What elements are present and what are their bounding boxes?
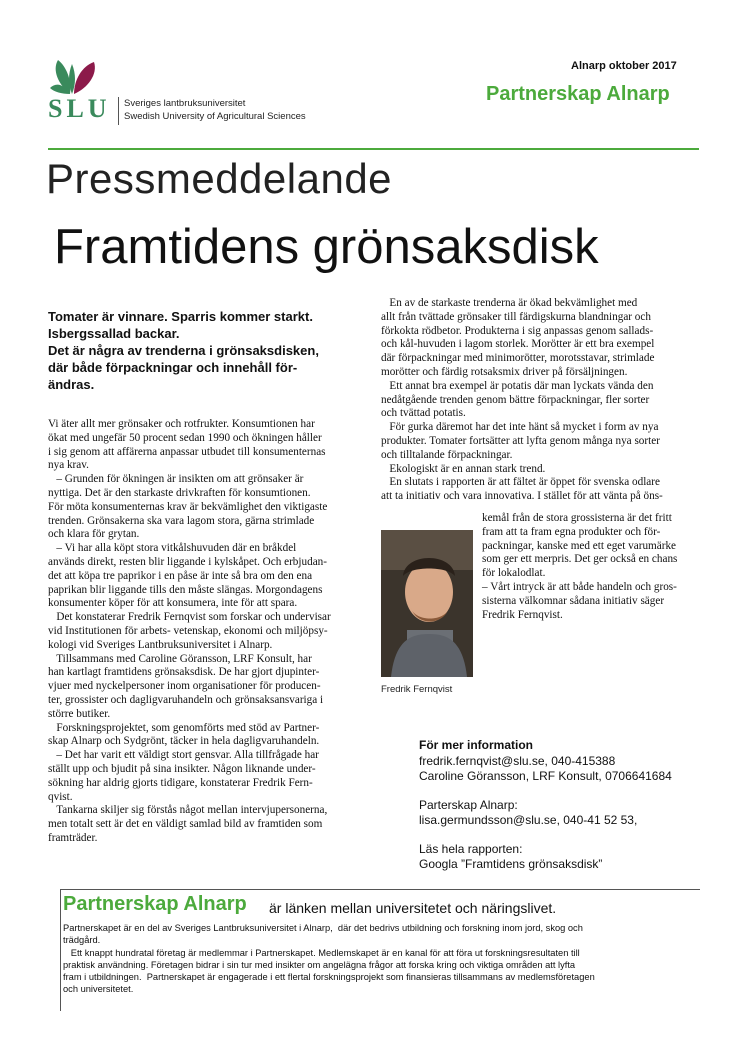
contact-line: fredrik.fernqvist@slu.se, 040-415388 [419,753,616,768]
document-type: Pressmeddelande [46,155,393,202]
contact-block [419,738,672,873]
text-line: qvist. [48,790,73,803]
text-line: trädgård. [63,935,101,946]
text-line: Tillsammans med Caroline Göransson, LRF Konsult, har [48,652,312,665]
text-line: han kartlagt framtidens grönsaksdisk. De har gjort djupinter- [48,666,320,679]
logo-divider [118,97,119,125]
text-line: För gurka däremot har det inte hänt så mycket i form av nya [381,421,659,434]
footer-title: Partnerskap Alnarp [63,893,247,915]
headline: Framtidens grönsaksdisk [54,220,599,274]
text-line: nya krav. [48,459,89,472]
text-line: En av de starkaste trenderna är ökad bekvämlighet med [381,297,638,309]
contact-line: Caroline Göransson, LRF Konsult, 0706641684 [419,769,672,783]
text-line: paprikan blir liggande tills den måste slängas. Morgondagens [48,583,323,596]
text-line: som ger ett merpris. Det ger också en chans [482,553,678,566]
contact-partner-label: Parterskap Alnarp: [419,797,518,812]
slu-leaf-icon [48,54,118,96]
text-line: – Det har varit ett väldigt stort gensvar. Alla tillfrågade har [48,749,319,762]
text-line: och tvättad potatis. [381,407,466,420]
text-line: – Grunden för ökningen är insikten om att grönsaker är [48,473,304,486]
text-line: och kål-huvuden i lagom storlek. Morötter är ett bra exempel [381,338,655,351]
text-line: sisterna välkomnar sådana initiativ säger [482,594,665,607]
text-line: vid Institutionen för arbets- vetenskap, ekonomi och miljöpsy- [48,624,328,637]
header-rule [48,148,699,150]
text-line: nedåtgående trenden genom bättre förpackningar, fler sorter [381,393,650,406]
text-line: kemål från de stora grossisterna är det fritt [482,512,672,524]
contact-partner-line: lisa.germundsson@slu.se, 040-41 52 53, [419,813,638,827]
text-line: konsumenter köper för att konsumera, inte för att spara. [48,597,298,610]
text-line: att ta initiativ och vara innovativa. I stället för att vänta på öns- [381,490,663,503]
text-line: allt från tvättade grönsaker till färdigskurna blandningar och [381,310,651,323]
text-line: ter, grossister och dagligvaruhandeln och grönsaksansvariga i [48,693,324,706]
text-line: Vi äter allt mer grönsaker och rotfrukter. Konsumtionen har [48,418,315,430]
text-line: sökning har aldrig gjorts tidigare, konstaterar Fredrik Fern- [48,776,313,789]
contact-title: För mer information [419,738,534,752]
text-line: och universitetet. [63,984,134,995]
text-line: där förpackningar med minimorötter, morotsstavar, strimlade [381,352,655,365]
text-line: Ett annat bra exempel är potatis där man lyckats vända den [381,379,654,392]
university-name-sv: Sveriges lantbruksuniversitet [124,98,246,109]
text-line: större butiker. [48,707,111,720]
slu-logo [48,54,338,124]
text-line: men totalt sett är det en väldigt samlad bild av framtiden som [48,818,323,831]
text-line: Ekologiskt är en annan stark trend. [381,462,546,475]
body-column-right [381,297,701,504]
text-line: Partnerskapet är en del av Sveriges Lantbruksuniversitet i Alnarp, där det bedrivs utbildning och forskning inom jord, skog och [63,923,583,933]
lead-line: ändras. [48,377,95,392]
text-line: För möta konsumenternas krav är bekvämlighet den viktigaste [48,500,328,513]
text-line: ställt upp och bjudit på sina insikter. Någon liknande under- [48,762,316,775]
lead-paragraph [48,308,366,393]
text-line: packningar, kanske med ett eget varumärke [482,539,677,552]
text-line: Forskningsprojektet, som genomförts med stöd av Partner- [48,721,320,734]
lead-line: där både förpackningar och innehåll för- [48,360,298,375]
partner-brand: Partnerskap Alnarp [486,83,670,105]
photo-caption: Fredrik Fernqvist [381,684,453,695]
text-line: det att köpa tre paprikor i en påse är inte så bra om den ena [48,569,313,582]
lead-line: Isbergssallad backar. [48,326,180,341]
text-line: Tankarna skiljer sig förstås något mellan intervjupersonerna, [48,804,328,817]
body-column-right-wrap [482,512,702,622]
release-date: Alnarp oktober 2017 [571,60,677,72]
text-line: och klara för grytan. [48,528,140,541]
lead-line: Tomater är vinnare. Sparris kommer starkt. [48,309,313,324]
body-column-left [48,418,366,846]
portrait-photo [381,530,473,677]
text-line: Ett knappt hundratal företag är medlemmar i Partnerskapet. Medlemskapet är en kanal för att föra ut forskningsresultaten till [63,947,580,958]
text-line: nyttiga. Det är den starkaste drivkraften för konsumtionen. [48,486,311,499]
text-line: fram i utbildningen. Partnerskapet är engagerade i ett flertal forskningsprojekt som finansieras tillsammans av medlemsföretagen [63,972,595,983]
text-line: framträder. [48,831,98,844]
university-name-en: Swedish University of Agricultural Sciences [124,111,306,122]
footer-text [63,922,695,996]
text-line: och tilltalande förpackningar. [381,448,513,461]
text-line: praktisk användning. Företagen bidrar i sin tur med insikter om angelägna frågor att forska kring och viktiga områden att lyfta [63,959,576,970]
text-line: produkter. Tomater fortsätter att lyfta genom många nya sorter [381,434,660,447]
text-line: i sig genom att affärerna anpassar utbudet till konsumenternas [48,445,326,458]
text-line: vjuer med nyckelpersoner inom organisationer för producen- [48,680,321,693]
text-line: fram att ta fram egna produkter och för- [482,525,661,538]
text-line: Fredrik Fernqvist. [482,608,563,621]
report-label: Läs hela rapporten: [419,841,523,856]
text-line: Det konstaterar Fredrik Fernqvist som forskar och undervisar [48,611,331,624]
logo-text: SLU [48,94,111,123]
text-line: trenden. Grönsakerna ska vara lagom stora, gärna strimlade [48,514,315,527]
text-line: används direkt, resten blir liggande i kylskåpet. Och erbjudan- [48,555,327,568]
report-line: Googla ”Framtidens grönsaksdisk” [419,857,603,871]
text-line: förkokta rödbetor. Produkterna i sig anpassas genom sallads- [381,324,654,337]
text-line: – Vi har alla köpt stora vitkålshuvuden där en bråkdel [48,542,297,555]
footer-tagline: är länken mellan universitetet och näringslivet. [269,900,557,916]
text-line: ökat med ungefär 50 procent sedan 1990 och ökningen håller [48,431,322,444]
text-line: morötter och färdig rotsaksmix driver på försäljningen. [381,365,628,378]
text-line: kologi vid Sveriges Lantbruksuniversitet i Alnarp. [48,638,273,651]
lead-line: Det är några av trenderna i grönsaksdisken, [48,343,319,358]
text-line: En slutats i rapporten är att fältet är öppet för svenska odlare [381,476,660,489]
text-line: skap Alnarp och Sydgrönt, täcker in hela dagligvaruhandeln. [48,735,320,748]
text-line: för lokalodlat. [482,567,546,580]
text-line: – Vårt intryck är att både handeln och gros- [482,580,677,593]
